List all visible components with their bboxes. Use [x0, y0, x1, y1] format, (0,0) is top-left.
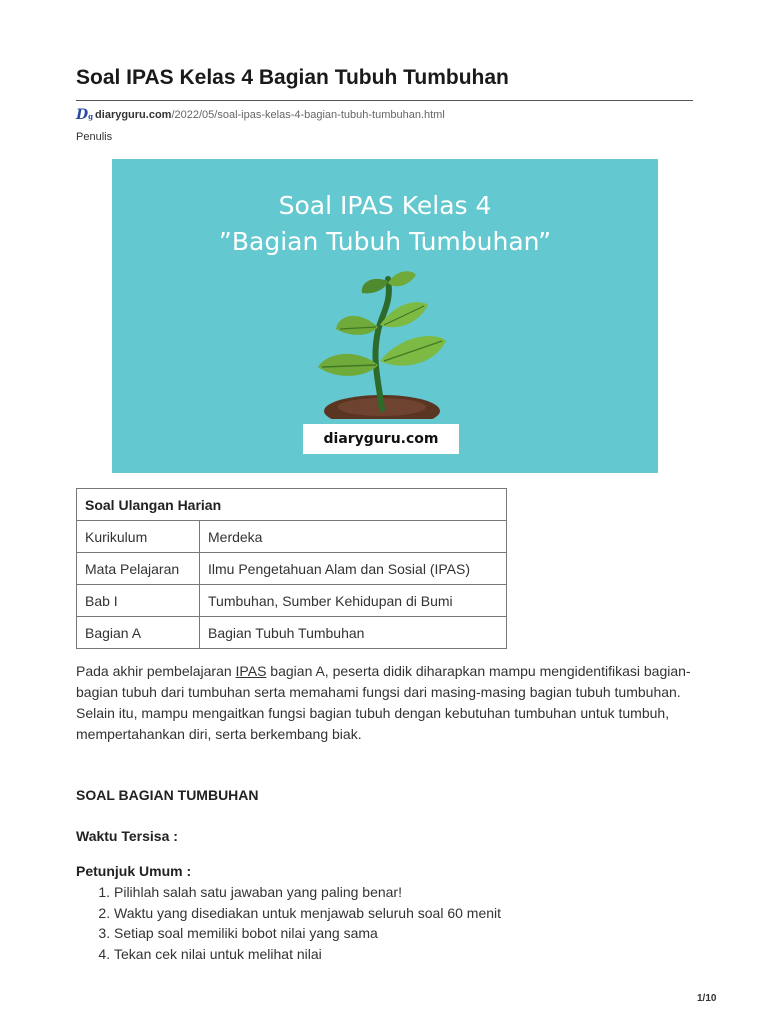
- page-number: 1/10: [697, 993, 717, 1004]
- table-cell-key: Kurikulum: [77, 521, 200, 553]
- instructions-heading: Petunjuk Umum :: [76, 863, 192, 879]
- banner-site-label: diaryguru.com: [303, 424, 459, 454]
- page-title: Soal IPAS Kelas 4 Bagian Tubuh Tumbuhan: [76, 66, 509, 89]
- info-table: [76, 488, 507, 649]
- table-cell-key: Bagian A: [77, 617, 200, 649]
- intro-paragraph: [76, 661, 701, 745]
- list-item: 2. Waktu yang disediakan untuk menjawab seluruh soal 60 menit: [114, 903, 501, 924]
- source-path[interactable]: /2022/05/soal-ipas-kelas-4-bagian-tubuh-tumbuhan.html: [171, 109, 445, 121]
- table-cell-value: Bagian Tubuh Tumbuhan: [200, 617, 507, 649]
- table-row: [77, 553, 507, 585]
- table-header: Soal Ulangan Harian: [77, 489, 507, 521]
- table-row: [77, 585, 507, 617]
- banner-title: Soal IPAS Kelas 4: [278, 191, 492, 220]
- plant-illustration: [292, 269, 472, 419]
- instructions-list: [76, 882, 501, 964]
- table-cell-value: Ilmu Pengetahuan Alam dan Sosial (IPAS): [200, 553, 507, 585]
- ipas-link[interactable]: IPAS: [235, 663, 267, 679]
- banner-image: [112, 159, 658, 473]
- table-row: [77, 617, 507, 649]
- banner-subtitle: ”Bagian Tubuh Tumbuhan”: [218, 227, 552, 256]
- list-item: 4. Tekan cek nilai untuk melihat nilai: [114, 944, 501, 965]
- table-row: [77, 521, 507, 553]
- table-cell-key: Mata Pelajaran: [77, 553, 200, 585]
- table-cell-key: Bab I: [77, 585, 200, 617]
- site-logo-icon: Dg: [76, 107, 94, 123]
- table-cell-value: Merdeka: [200, 521, 507, 553]
- time-remaining-label: Waktu Tersisa :: [76, 828, 178, 844]
- list-item: 3. Setiap soal memiliki bobot nilai yang sama: [114, 923, 501, 944]
- table-header-row: [77, 489, 507, 521]
- source-url[interactable]: [76, 107, 445, 123]
- intro-text-start: Pada akhir pembelajaran: [76, 663, 236, 679]
- author-label: Penulis: [76, 131, 113, 143]
- list-item: 1. Pilihlah salah satu jawaban yang paling benar!: [114, 882, 501, 903]
- title-divider: [76, 100, 693, 101]
- intro-text-rest: bagian A, peserta didik diharapkan mampu mengidentifikasi bagian-bagian tubuh dari tumbuhan serta memahami fungsi dari masing-masing bagian tubuh tumbuhan. Selain itu, mampu mengaitkan fungsi bagian tubuh dengan kebutuhan tumbuhan untuk tumbuh, mempertahankan diri, serta berkembang biak.: [76, 663, 691, 742]
- section-heading: SOAL BAGIAN TUMBUHAN: [76, 787, 259, 803]
- source-domain[interactable]: diaryguru.com: [95, 109, 172, 121]
- table-cell-value: Tumbuhan, Sumber Kehidupan di Bumi: [200, 585, 507, 617]
